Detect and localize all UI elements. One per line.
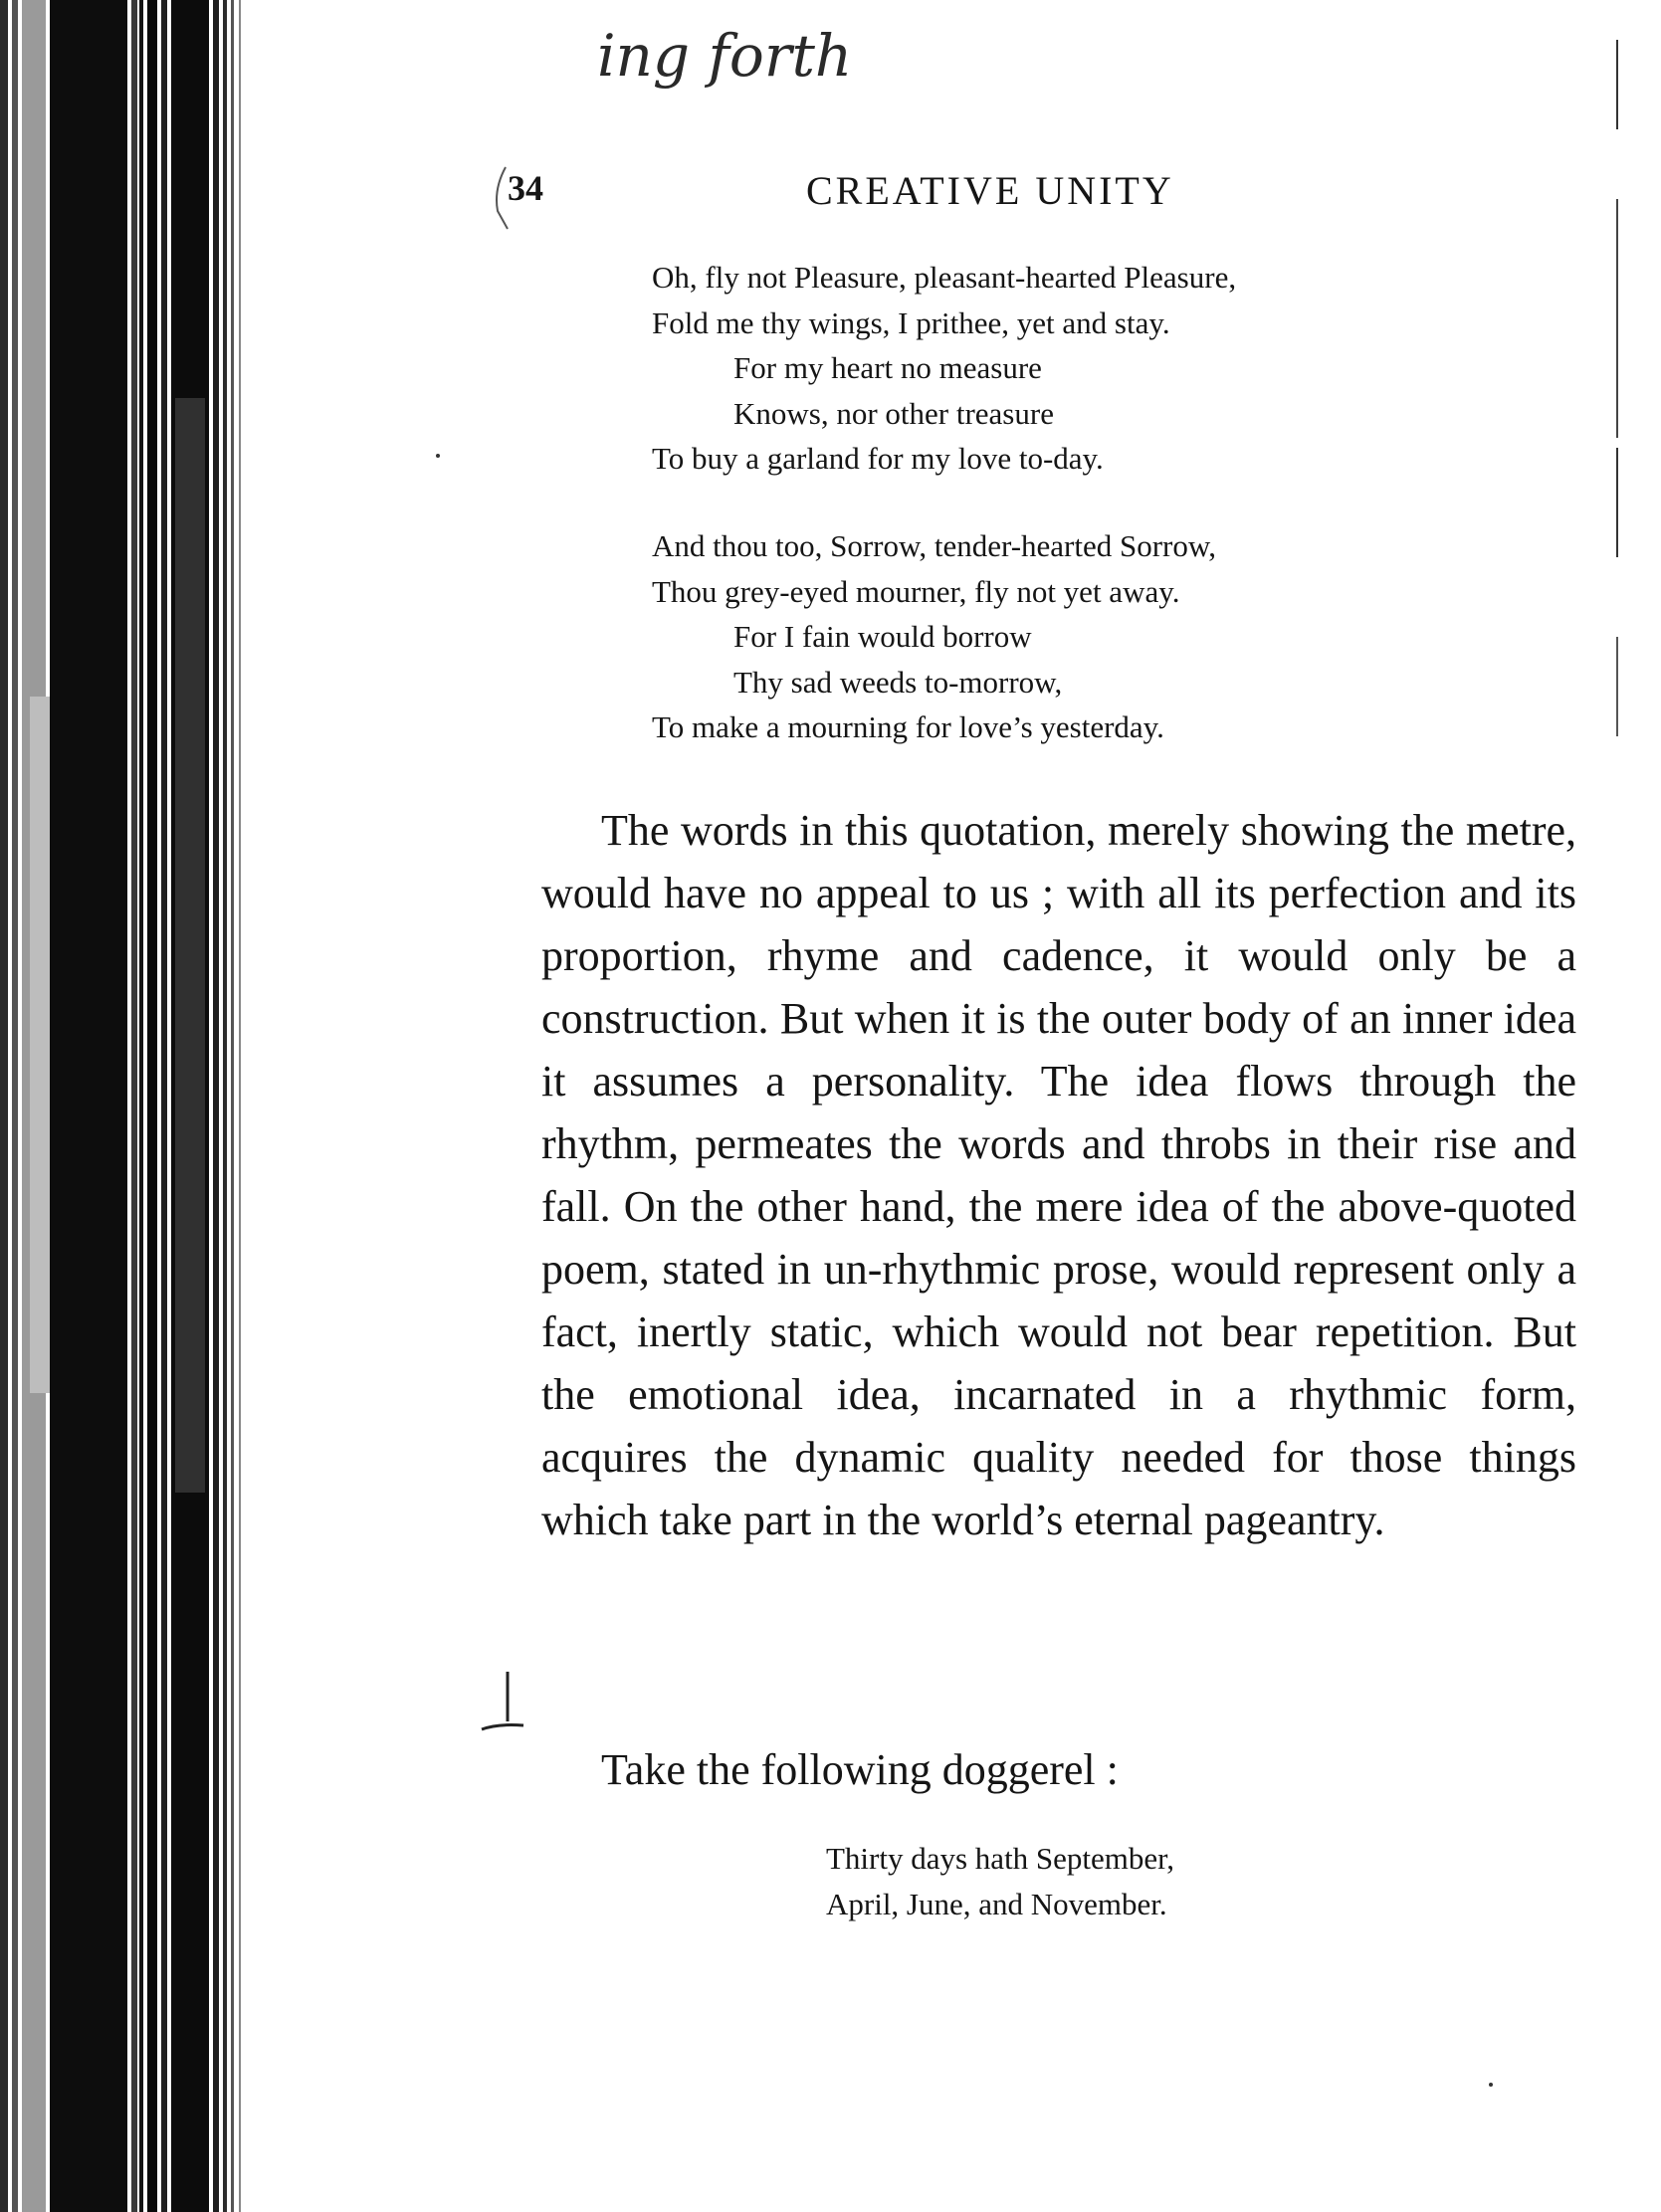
margin-pencil-mark	[468, 1652, 537, 1741]
poem-line: Oh, fly not Pleasure, pleasant-hearted Pleasure,	[652, 260, 1237, 295]
poem-line: Fold me thy wings, I prithee, yet and stay.	[652, 304, 1170, 340]
doggerel-line: Thirty days hath September,	[826, 1841, 1175, 1876]
poem-line: And thou too, Sorrow, tender-hearted Sorrow,	[652, 528, 1217, 563]
body-paragraph-1: The words in this quotation, merely showing the metre, would have no appeal to us ; with all its perfection and its proportion, rhyme and cadence, it would only be a construction. But when it is the outer body of an inner idea it assumes a personality. The idea flows through the rhythm, permeates the words and throbs in their rise and fall. On the other hand, the mere idea of the above-quoted poem, stated in un-rhythmic prose, would represent only a fact, inertly static, which would not bear repetition. But the emotional idea, incarnated in a rhythmic form, acquires the dynamic quality needed for those things which take part in the world’s eternal pageantry.	[541, 806, 1576, 1544]
binding-shadow	[0, 0, 249, 2212]
body-paragraph-2: Take the following doggerel :	[601, 1745, 1119, 1794]
poem-line: Thou grey-eyed mourner, fly not yet away.	[652, 573, 1180, 609]
handwritten-note-text: ing forth	[597, 22, 853, 90]
poem-line: To make a mourning for love’s yesterday.	[652, 709, 1164, 744]
poem-stanza-2	[652, 523, 1216, 750]
poem-line: For I fain would borrow	[733, 619, 1032, 654]
doggerel-quote	[826, 1836, 1174, 1926]
poem-line: To buy a garland for my love to-day.	[652, 441, 1104, 476]
handwritten-note	[587, 6, 926, 115]
doggerel-line: April, June, and November.	[826, 1886, 1167, 1921]
scan-edge-marks	[1612, 0, 1624, 756]
scan-speck	[1489, 2083, 1493, 2087]
page-header	[508, 167, 1304, 227]
poem-stanza-1	[652, 255, 1236, 482]
poem-line: For my heart no measure	[733, 350, 1042, 385]
poem-line: Thy sad weeds to-morrow,	[733, 664, 1063, 700]
scan-speck	[436, 454, 440, 458]
page-number: 34	[508, 168, 543, 208]
poem-line: Knows, nor other treasure	[733, 395, 1054, 431]
running-title: CREATIVE UNITY	[806, 168, 1174, 213]
